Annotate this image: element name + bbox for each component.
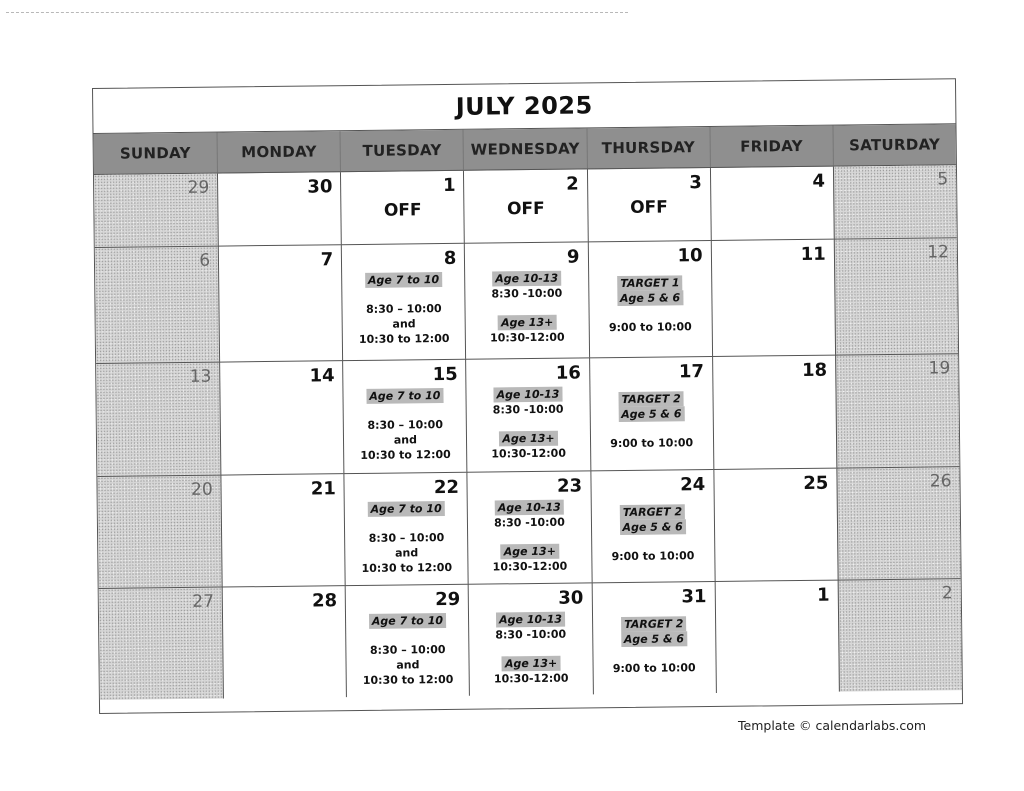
day-cell [222, 585, 346, 698]
calendar [92, 78, 963, 714]
day-cell [217, 172, 341, 245]
day-number: 25 [803, 472, 829, 494]
spacer [593, 646, 715, 661]
day-cell [710, 167, 834, 240]
day-cell [587, 168, 711, 241]
day-number: 8 [443, 247, 457, 270]
spacer [468, 529, 590, 544]
session-time: 8:30 -10:00 [491, 286, 563, 301]
session-time: 10:30 to 12:00 [358, 331, 450, 346]
day-number: 7 [320, 249, 334, 271]
age-group-label: Age 5 & 6 [621, 631, 687, 647]
age-group-label: Age 7 to 10 [369, 613, 446, 629]
day-cell [587, 240, 711, 357]
age-group-label: Age 7 to 10 [366, 388, 443, 404]
day-events [468, 499, 591, 574]
day-events [342, 199, 464, 219]
event-line [466, 270, 588, 286]
day-cell [221, 473, 345, 586]
day-cell [94, 174, 218, 247]
day-cell [834, 237, 958, 354]
age-group-label: Age 13+ [501, 544, 559, 560]
day-number: 10 [677, 245, 703, 267]
spacer [346, 628, 468, 643]
event-line [589, 275, 711, 291]
day-cell [589, 356, 713, 470]
weekday-tuesday: TUESDAY [340, 130, 464, 171]
spacer [343, 287, 465, 302]
day-cell [95, 246, 219, 363]
event-line [346, 613, 468, 629]
day-cell [713, 468, 837, 581]
age-group-label: Age 13+ [499, 431, 557, 447]
weekday-saturday: SATURDAY [832, 124, 956, 165]
age-group-label: Age 10-13 [495, 500, 564, 516]
day-cell [590, 469, 714, 582]
day-number: 18 [801, 359, 828, 381]
day-number: 21 [310, 478, 336, 500]
program-label: TARGET 1 [617, 275, 682, 291]
day-cell [467, 470, 591, 583]
day-cell [833, 165, 957, 238]
day-cell [344, 472, 468, 585]
day-events [469, 611, 592, 686]
event-line [591, 519, 713, 535]
day-number: 20 [190, 479, 213, 500]
day-cell [836, 466, 960, 579]
session-time: 8:30 -10:00 [493, 515, 565, 530]
day-cell [591, 581, 715, 694]
age-group-label: Age 10-13 [492, 271, 561, 287]
spacer [466, 300, 588, 315]
day-cell [712, 355, 836, 469]
day-number: 6 [199, 250, 211, 271]
program-label: TARGET 2 [620, 504, 685, 520]
event-line [593, 616, 715, 632]
spacer [592, 534, 714, 549]
age-group-label: Age 5 & 6 [617, 290, 683, 306]
session-time: 8:30 – 10:00 [367, 418, 444, 432]
day-cell [466, 357, 590, 471]
day-events [346, 613, 469, 688]
day-events [466, 270, 589, 345]
session-time: 10:30-12:00 [489, 330, 565, 345]
session-time: 10:30 to 12:00 [360, 447, 451, 462]
day-number: 12 [927, 242, 950, 263]
session-time: 8:30 -10:00 [492, 402, 564, 417]
off-label: OFF [506, 198, 545, 220]
session-connector: and [392, 317, 416, 331]
weekday-monday: MONDAY [217, 131, 341, 172]
session-connector: and [395, 546, 419, 560]
program-label: TARGET 2 [621, 616, 686, 632]
event-line [467, 430, 589, 446]
day-cell [342, 359, 466, 473]
spacer [470, 641, 592, 656]
off-label: OFF [630, 197, 668, 218]
day-number: 15 [432, 363, 458, 386]
day-number: 1 [442, 174, 456, 197]
day-cell [710, 239, 834, 356]
session-time: 8:30 – 10:00 [366, 302, 442, 316]
day-events [593, 610, 716, 676]
event-line [342, 272, 464, 288]
day-events [590, 385, 713, 451]
day-number: 2 [941, 583, 953, 604]
day-cell [341, 243, 465, 360]
day-cell [835, 353, 959, 467]
day-cell [99, 587, 223, 700]
day-cell [345, 584, 469, 697]
day-cell [714, 580, 838, 693]
day-number: 14 [309, 365, 335, 387]
session-time: 10:30-12:00 [492, 559, 568, 574]
day-cell [464, 241, 588, 358]
event-line [590, 406, 712, 422]
day-number: 24 [680, 474, 706, 496]
event-line [469, 611, 591, 627]
age-group-label: Age 5 & 6 [619, 519, 685, 535]
day-cell [96, 362, 220, 476]
day-number: 13 [189, 366, 212, 387]
day-number: 3 [689, 172, 702, 194]
age-group-label: Age 5 & 6 [618, 406, 684, 422]
day-grid [94, 165, 962, 700]
session-time: 9:00 to 10:00 [608, 320, 692, 335]
session-time: 10:30-12:00 [493, 671, 569, 686]
day-number: 19 [928, 358, 951, 379]
session-time: 10:30 to 12:00 [361, 560, 453, 575]
age-group-label: Age 7 to 10 [365, 272, 442, 288]
day-number: 23 [556, 475, 583, 497]
day-number: 16 [555, 362, 581, 384]
session-time: 8:30 – 10:00 [368, 531, 445, 545]
session-time: 8:30 – 10:00 [369, 643, 446, 657]
day-number: 5 [937, 169, 949, 190]
event-line [467, 386, 589, 402]
day-cell [97, 475, 221, 588]
off-label: OFF [383, 200, 422, 221]
day-number: 9 [566, 246, 580, 268]
day-cell [219, 360, 343, 474]
day-events [589, 269, 712, 335]
session-time: 9:00 to 10:00 [612, 661, 696, 676]
day-events [465, 197, 587, 220]
day-number: 1 [816, 584, 830, 606]
session-time: 8:30 -10:00 [495, 627, 567, 642]
spacer [345, 516, 467, 531]
day-number: 30 [307, 176, 333, 198]
event-line [345, 501, 467, 517]
day-cell [837, 578, 961, 691]
spacer [467, 416, 589, 431]
event-line [590, 391, 712, 407]
day-number: 29 [187, 177, 210, 198]
age-group-label: Age 13+ [502, 656, 560, 672]
day-events [588, 196, 710, 216]
session-time: 10:30 to 12:00 [362, 672, 454, 687]
day-number: 11 [800, 243, 826, 265]
day-number: 17 [678, 361, 705, 383]
template-credit: Template © calendarlabs.com [738, 718, 927, 733]
day-events [467, 386, 590, 461]
day-number: 28 [311, 590, 338, 612]
session-connector: and [396, 658, 420, 672]
day-number: 29 [435, 588, 461, 611]
session-time: 10:30-12:00 [491, 446, 567, 461]
day-cell [340, 171, 464, 244]
age-group-label: Age 10-13 [493, 387, 562, 403]
day-number: 2 [566, 173, 579, 195]
event-line [591, 504, 713, 520]
event-line [344, 388, 466, 404]
event-line [469, 543, 591, 559]
calendar-title: JULY 2025 [93, 79, 955, 134]
day-number: 27 [192, 591, 215, 612]
spacer [344, 403, 466, 418]
day-events [591, 498, 714, 564]
program-label: TARGET 2 [619, 391, 684, 407]
day-number: 22 [433, 476, 460, 499]
spacer [589, 305, 711, 320]
day-events [342, 272, 465, 347]
event-line [466, 314, 588, 330]
session-time: 9:00 to 10:00 [610, 436, 694, 451]
session-connector: and [393, 433, 418, 447]
day-events [344, 388, 467, 463]
event-line [470, 655, 592, 671]
day-cell [463, 169, 587, 242]
day-number: 31 [681, 586, 707, 608]
day-events [345, 501, 468, 576]
day-number: 26 [929, 471, 952, 492]
day-cell [218, 244, 342, 361]
event-line [589, 290, 711, 306]
scan-artifact-line [6, 12, 628, 13]
event-line [468, 499, 590, 515]
age-group-label: Age 7 to 10 [367, 501, 444, 517]
event-line [593, 631, 715, 647]
weekday-sunday: SUNDAY [119, 143, 191, 163]
weekday-wednesday: WEDNESDAY [463, 128, 587, 169]
day-cell [468, 582, 592, 695]
session-time: 9:00 to 10:00 [611, 549, 695, 564]
spacer [590, 421, 712, 436]
weekday-thursday: THURSDAY [586, 127, 710, 168]
day-number: 30 [558, 587, 584, 609]
day-number: 4 [812, 170, 826, 192]
age-group-label: Age 10-13 [496, 612, 565, 628]
weekday-friday: FRIDAY [709, 126, 833, 167]
age-group-label: Age 13+ [498, 315, 556, 331]
